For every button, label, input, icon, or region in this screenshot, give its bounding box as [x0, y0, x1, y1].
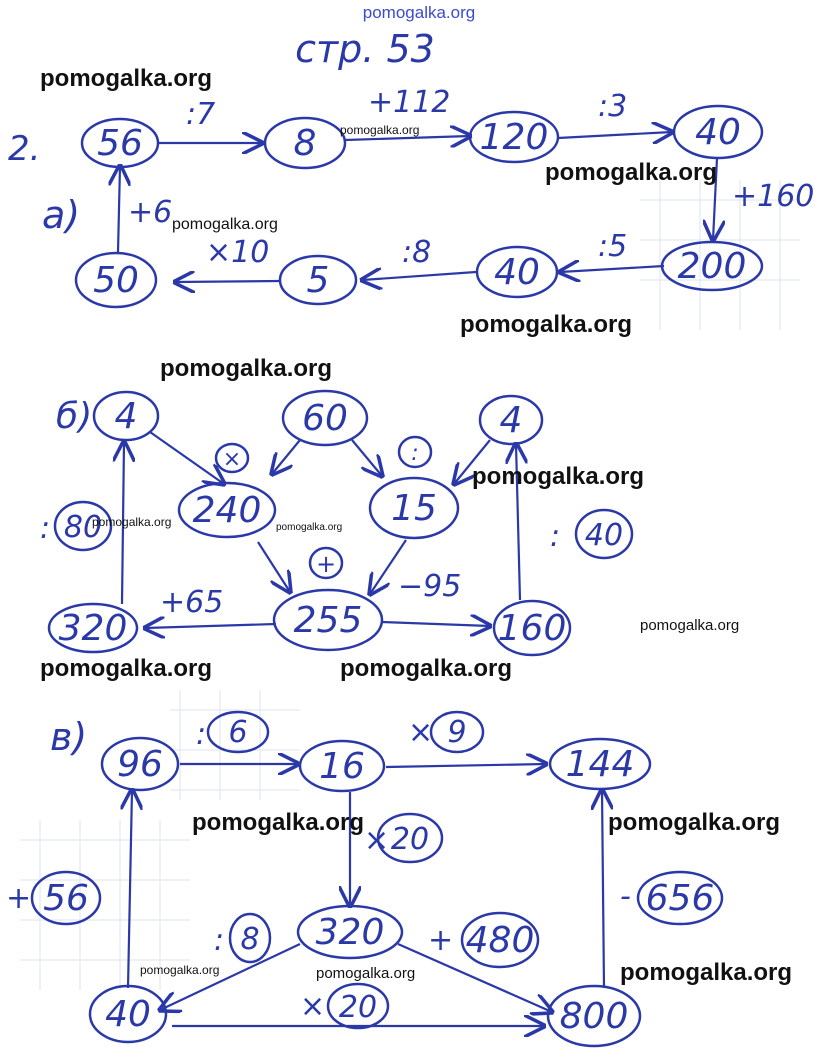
node-value: 56	[97, 123, 143, 164]
node-value: 240	[192, 490, 262, 531]
node-value: 20	[390, 822, 430, 857]
node-value: 96	[117, 744, 163, 785]
node-value: 320	[58, 608, 128, 649]
node-value: 800	[559, 996, 629, 1037]
node-value: 20	[338, 990, 378, 1025]
node-value: 4	[499, 400, 523, 441]
watermark-text: pomogalka.org	[608, 809, 781, 836]
node-value: 4	[114, 396, 138, 437]
edge-200-40	[560, 266, 664, 272]
watermark-text: pomogalka.org	[172, 216, 278, 233]
watermark-text: pomogalka.org	[192, 809, 365, 836]
op-label: ×	[408, 715, 434, 750]
edge-4-240	[150, 432, 224, 484]
edge-255-160	[382, 622, 490, 626]
op-label: :3	[598, 89, 628, 124]
node-value: 9	[447, 715, 467, 750]
part-a-label: а)	[42, 193, 81, 237]
edge-40-5	[362, 272, 476, 280]
part-c-label: в)	[50, 715, 88, 759]
node-value: 40	[695, 112, 741, 153]
watermark-text: pomogalka.org	[160, 355, 333, 382]
op-label: −95	[398, 569, 462, 604]
edge-50-56	[118, 166, 120, 252]
op-label: ×10	[206, 235, 270, 270]
op-label: +	[6, 881, 32, 916]
watermark-text: pomogalka.org	[340, 655, 513, 682]
op-label: +6	[128, 195, 173, 230]
part-c-edges	[128, 764, 604, 1026]
node-value: 656	[645, 878, 715, 919]
watermark-text: pomogalka.org	[40, 655, 213, 682]
watermark-text: pomogalka.org	[640, 617, 740, 634]
edge-60-240	[272, 440, 300, 474]
node-value: 255	[293, 600, 363, 641]
op-label: :	[411, 441, 419, 466]
part-b-label: б)	[56, 396, 93, 437]
op-label: :7	[186, 97, 216, 132]
node-value: 40	[105, 994, 151, 1035]
watermark-text: pomogalka.org	[92, 515, 172, 529]
node-value: 120	[479, 117, 549, 158]
edge-255-320	[145, 624, 276, 628]
node-value: 40	[584, 518, 624, 553]
op-label: :5	[598, 229, 628, 264]
edge-40-96	[128, 790, 132, 988]
op-label: +	[315, 550, 337, 578]
watermark-text: pomogalka.org	[40, 65, 213, 92]
node-value: 6	[228, 715, 248, 750]
node-value: 40	[494, 252, 540, 293]
op-label: ×	[222, 447, 242, 472]
op-label: ×	[300, 989, 326, 1024]
watermark-text: pomogalka.org	[140, 963, 220, 977]
edge-60-15	[352, 440, 382, 476]
watermark-text: pomogalka.org	[545, 159, 718, 186]
op-label: +112	[368, 85, 451, 120]
watermark-text: pomogalka.org	[460, 311, 633, 338]
watermark-text: pomogalka.org	[472, 463, 645, 490]
node-value: 8	[240, 922, 260, 957]
op-label: :	[550, 519, 561, 554]
edge-320-40	[160, 944, 300, 1010]
op-label: +160	[732, 179, 815, 214]
watermark-text: pomogalka.org	[620, 959, 793, 986]
node-value: 50	[93, 260, 139, 301]
edge-16-144	[386, 764, 546, 767]
page-title: стр. 53	[295, 27, 435, 71]
part-c-nodes	[32, 712, 722, 1046]
watermark-text: pomogalka.org	[316, 965, 416, 982]
node-value: 8	[293, 123, 317, 164]
node-value: 15	[391, 488, 437, 529]
op-label: :	[40, 511, 51, 546]
edge-800-144	[602, 790, 604, 988]
watermark-text: pomogalka.org	[340, 123, 420, 137]
node-value: 320	[315, 912, 385, 953]
node-value: 56	[43, 878, 89, 919]
top-watermark: pomogalka.org	[362, 3, 476, 22]
node-value: 80	[63, 510, 103, 545]
node-value: 200	[677, 246, 747, 287]
op-label: ×	[364, 823, 390, 858]
op-label: :	[214, 923, 225, 958]
edge-5-50	[175, 281, 280, 282]
edge-120-40	[558, 132, 672, 138]
op-label: +65	[160, 585, 224, 620]
node-value: 144	[565, 744, 635, 785]
node-value: 5	[306, 260, 330, 301]
op-label: +	[428, 923, 454, 958]
node-value: 60	[302, 398, 348, 439]
task-number: 2.	[8, 129, 41, 169]
edge-240-255	[258, 542, 290, 592]
op-label: -	[620, 879, 631, 914]
node-value: 160	[497, 608, 567, 649]
op-label: :	[196, 717, 207, 752]
node-value: 480	[465, 920, 535, 961]
op-label: :8	[402, 235, 432, 270]
node-value: 16	[319, 746, 365, 787]
watermark-text: pomogalka.org	[276, 522, 343, 533]
